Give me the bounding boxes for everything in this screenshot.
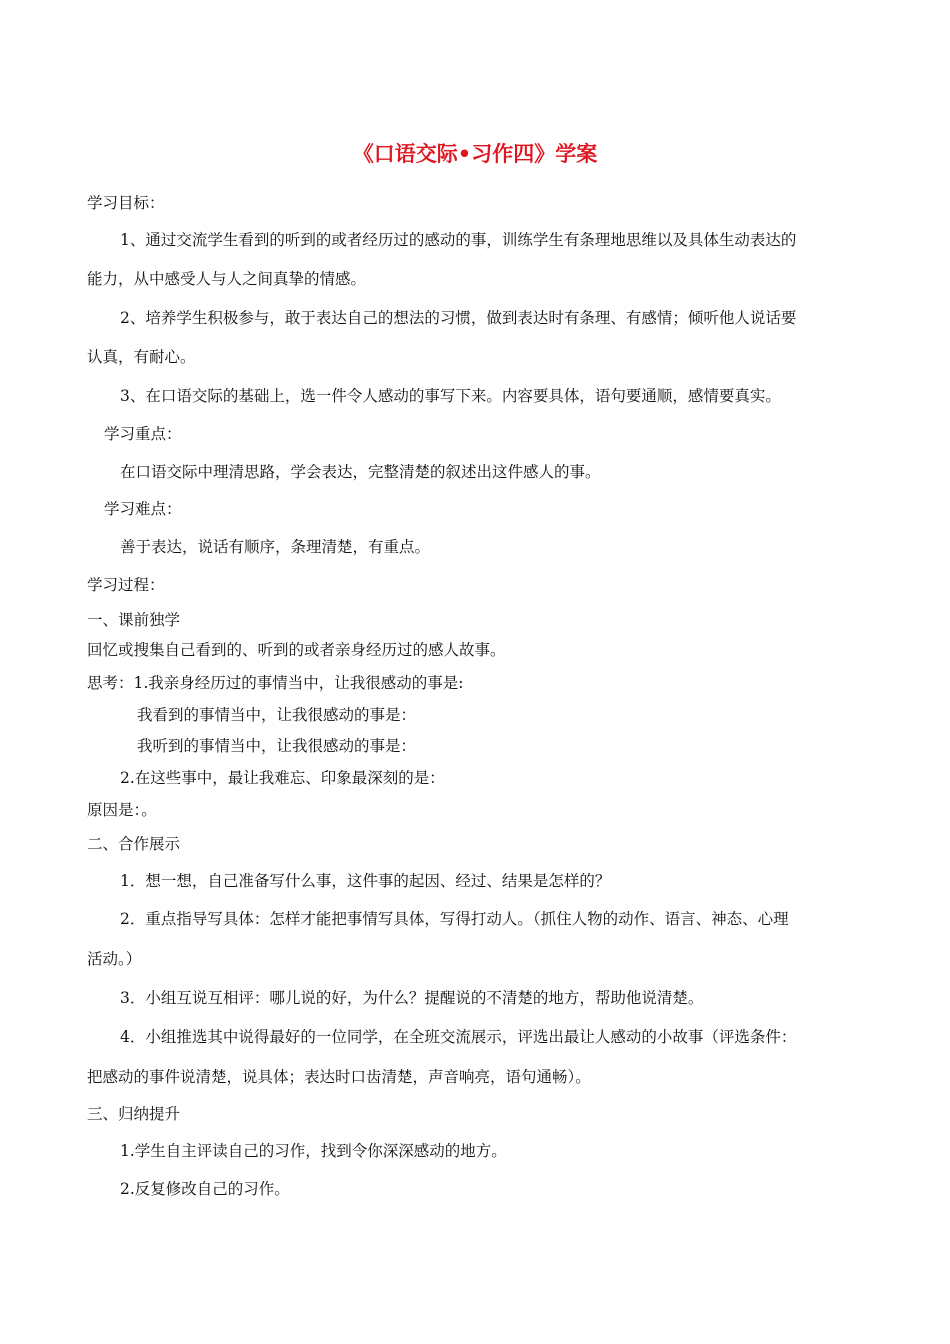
subsection-heading: 一、课前独学 [87,611,181,629]
paragraph-line: 2、培养学生积极参与，敢于表达自己的想法的习惯，做到表达时有条理、有感情；倾听他人说话要 [120,309,797,327]
paragraph-line: 善于表达，说话有顺序，条理清楚，有重点。 [120,538,431,556]
paragraph-line: 回忆或搜集自己看到的、听到的或者亲身经历过的感人故事。 [87,641,506,659]
paragraph-line: 1、通过交流学生看到的听到的或者经历过的感动的事，训练学生有条理地思维以及具体生动表达的 [120,231,797,249]
paragraph-line: 原因是：。 [87,801,157,819]
subsection-heading: 二、合作展示 [87,835,181,853]
section-heading-key-points: 学习重点： [104,425,182,443]
paragraph-line: 3．小组互说互相评：哪儿说的好，为什么？提醒说的不清楚的地方，帮助他说清楚。 [120,989,704,1007]
paragraph-line: 2．重点指导写具体：怎样才能把事情写具体，写得打动人。（抓住人物的动作、语言、神态、心理 [120,910,789,928]
paragraph-line: 1.学生自主评读自己的习作，找到令你深深感动的地方。 [120,1142,507,1160]
paragraph-line: 2.在这些事中，最让我难忘、印象最深刻的是： [120,769,445,787]
paragraph-line: 活动。） [87,950,142,968]
paragraph-line: 在口语交际中理清思路，学会表达，完整清楚的叙述出这件感人的事。 [120,463,601,481]
section-heading-objectives: 学习目标： [87,194,165,212]
paragraph-line: 2.反复修改自己的习作。 [120,1180,290,1198]
section-heading-difficulties: 学习难点： [104,500,182,518]
document-title: 《口语交际•习作四》学案 [352,142,598,166]
paragraph-line: 思考：1.我亲身经历过的事情当中，让我很感动的事是: [87,674,464,692]
paragraph-line: 我看到的事情当中，让我很感动的事是： [137,706,417,724]
subsection-heading: 三、归纳提升 [87,1105,181,1123]
paragraph-line: 我听到的事情当中，让我很感动的事是： [137,737,417,755]
section-heading-process: 学习过程： [87,576,165,594]
paragraph-line: 能力，从中感受人与人之间真挚的情感。 [87,270,367,288]
paragraph-line: 把感动的事件说清楚，说具体；表达时口齿清楚，声音响亮，语句通畅）。 [87,1068,591,1086]
paragraph-line: 3、在口语交际的基础上，选一件令人感动的事写下来。内容要具体，语句要通顺，感情要真实。 [120,387,781,405]
paragraph-line: 1．想一想，自己准备写什么事，这件事的起因、经过、结果是怎样的？ [120,872,611,890]
paragraph-line: 4．小组推选其中说得最好的一位同学，在全班交流展示，评选出最让人感动的小故事（评选条件： [120,1028,797,1046]
paragraph-line: 认真，有耐心。 [87,348,196,366]
